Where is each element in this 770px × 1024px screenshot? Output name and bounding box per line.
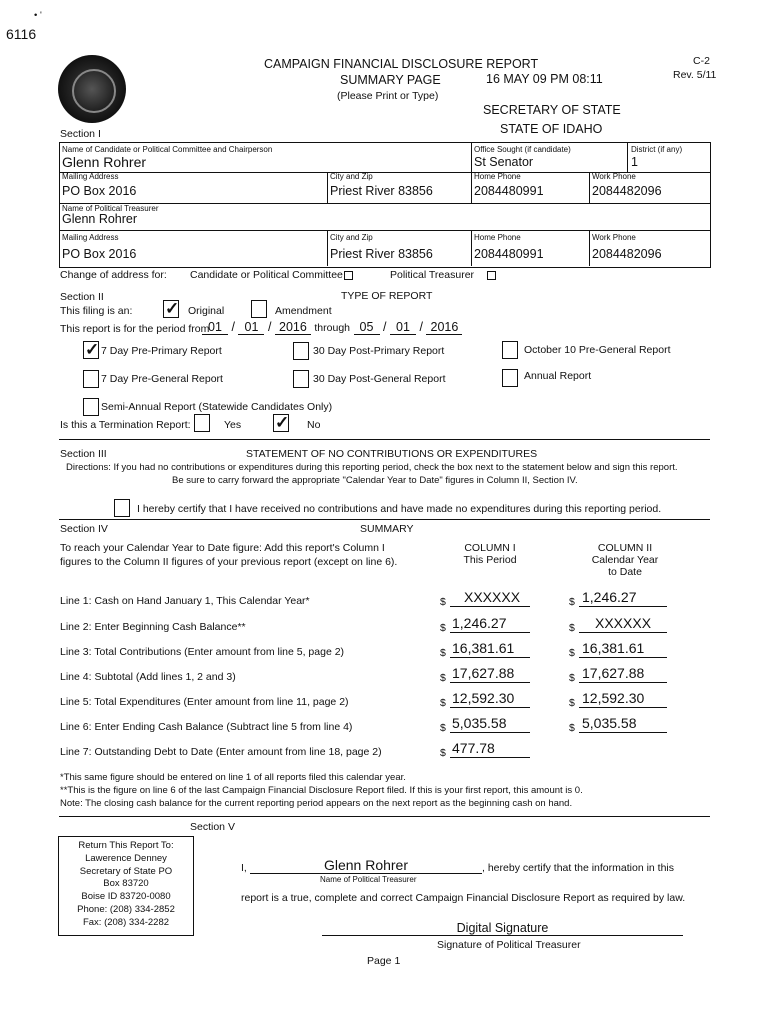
work-phone-label: Work Phone: [592, 172, 636, 181]
dollar-sign: $: [569, 672, 575, 684]
home-phone-value: 2084480991: [474, 184, 544, 198]
period-dates: [202, 320, 462, 335]
mailing-address-label: Mailing Address: [62, 172, 119, 181]
change-treasurer-label: Political Treasurer: [390, 269, 475, 281]
dollar-sign: $: [440, 672, 446, 684]
to-day: 01: [390, 320, 416, 335]
no-contributions-checkbox[interactable]: [114, 499, 130, 517]
post-primary-30day-label: 30 Day Post-Primary Report: [313, 345, 445, 357]
certify-tail: , hereby certify that the information in this: [482, 862, 675, 874]
from-day: 01: [238, 320, 264, 335]
dollar-sign: $: [440, 647, 446, 659]
footnote3: Note: The closing cash balance for the current reporting period appears on the next report as the beginning cash on hand.: [60, 798, 573, 809]
work-phone-value: 2084482096: [592, 184, 662, 198]
summary-line-label: Line 1: Cash on Hand January 1, This Calendar Year*: [60, 595, 310, 607]
summary-line-label: Line 4: Subtotal (Add lines 1, 2 and 3): [60, 671, 236, 683]
pre-general-7day-label: 7 Day Pre-General Report: [101, 373, 223, 385]
treasurer-mailing-label: Mailing Address: [62, 233, 119, 242]
column2-value: 17,627.88: [579, 665, 667, 683]
section1-heading: Section I: [60, 128, 101, 140]
form-code: C-2: [693, 55, 710, 67]
city-zip-label: City and Zip: [330, 172, 373, 181]
column1-title: COLUMN I: [464, 542, 516, 554]
digital-signature: Digital Signature: [322, 921, 683, 936]
summary-heading: SUMMARY: [360, 523, 414, 535]
from-year: 2016: [275, 320, 311, 335]
checkmark-icon: ✓: [275, 413, 290, 432]
column1-value: 12,592.30: [450, 690, 530, 708]
candidate-name-value: Glenn Rohrer: [62, 154, 147, 170]
column1-subtitle: This Period: [463, 554, 517, 566]
treasurer-name-label: Name of Political Treasurer: [62, 204, 159, 213]
candidate-name-label: Name of Candidate or Political Committee and Chairperson: [62, 145, 273, 154]
column1-value: 1,246.27: [450, 615, 530, 633]
return-address-line: Box 83720: [103, 878, 149, 890]
column2-value: 1,246.27: [579, 589, 667, 607]
section5-heading: Section V: [190, 821, 235, 833]
dollar-sign: $: [440, 622, 446, 634]
summary-line-label: Line 5: Total Expenditures (Enter amount from line 11, page 2): [60, 696, 349, 708]
return-address-box: [58, 836, 194, 936]
treasurer-work-label: Work Phone: [592, 233, 636, 242]
return-address-line: Secretary of State PO: [79, 865, 173, 877]
original-label: Original: [188, 305, 225, 317]
footnote1: *This same figure should be entered on line 1 of all reports filed this calendar year.: [60, 772, 406, 783]
checkmark-icon: ✓: [85, 340, 100, 359]
type-of-report-heading: TYPE OF REPORT: [341, 290, 433, 302]
summary-line-label: Line 7: Outstanding Debt to Date (Enter amount from line 18, page 2): [60, 746, 382, 758]
office-sought-value: St Senator: [474, 155, 534, 169]
dollar-sign: $: [569, 596, 575, 608]
state-seal-icon: [58, 55, 126, 123]
treasurer-name-value: Glenn Rohrer: [62, 212, 138, 226]
to-year: 2016: [426, 320, 462, 335]
column2-value: 5,035.58: [579, 715, 667, 733]
amendment-label: Amendment: [275, 305, 332, 317]
column2-value: 16,381.61: [579, 640, 667, 658]
return-address-line: Lawerence Denney: [85, 852, 167, 864]
amendment-checkbox[interactable]: [251, 300, 267, 318]
directions-line1: Directions: If you had no contributions or expenditures during this reporting period, check the box next to the statement below and sign this report.: [66, 462, 678, 473]
column1-header: [450, 542, 530, 566]
pre-primary-7day-label: 7 Day Pre-Primary Report: [101, 345, 222, 357]
termination-label: Is this a Termination Report:: [60, 419, 191, 431]
treasurer-city-value: Priest River 83856: [330, 247, 433, 261]
return-address-line: Boise ID 83720-0080: [81, 891, 171, 903]
slash: /: [267, 320, 272, 334]
form-revision: Rev. 5/11: [673, 69, 717, 81]
mailing-address-value: PO Box 2016: [62, 184, 137, 198]
termination-yes-label: Yes: [224, 419, 242, 431]
dollar-sign: $: [440, 596, 446, 608]
treasurer-work-value: 2084482096: [592, 247, 662, 261]
form-title: CAMPAIGN FINANCIAL DISCLOSURE REPORT: [264, 57, 539, 71]
district-value: 1: [631, 155, 638, 169]
semi-annual-checkbox[interactable]: [83, 398, 99, 416]
column2-subtitle2: to Date: [608, 566, 642, 578]
filing-label: This filing is an:: [60, 305, 133, 317]
no-contributions-certify: I hereby certify that I have received no contributions and have made no expenditures during this reporting period.: [137, 503, 662, 515]
dollar-sign: $: [569, 722, 575, 734]
signer-name-caption: Name of Political Treasurer: [320, 875, 417, 884]
section-divider: [59, 439, 710, 440]
received-stamp: 16 MAY 09 PM 08:11: [486, 72, 603, 86]
slash: /: [382, 320, 387, 334]
treasurer-home-value: 2084480991: [474, 247, 544, 261]
october10-checkbox[interactable]: [502, 341, 518, 359]
dollar-sign: $: [440, 747, 446, 759]
office-sought-label: Office Sought (if candidate): [474, 145, 571, 154]
city-zip-value: Priest River 83856: [330, 184, 433, 198]
termination-no-checkbox[interactable]: [273, 414, 289, 432]
original-checkbox[interactable]: [163, 300, 179, 318]
report-true-statement: report is a true, complete and correct Campaign Financial Disclosure Report as required by law.: [241, 892, 686, 904]
from-month: 01: [202, 320, 228, 335]
to-month: 05: [354, 320, 380, 335]
dollar-sign: $: [440, 722, 446, 734]
signer-name: Glenn Rohrer: [250, 857, 482, 874]
termination-no-label: No: [307, 419, 321, 431]
dollar-sign: $: [569, 647, 575, 659]
column2-value: XXXXXX: [579, 615, 667, 633]
column2-value: 12,592.30: [579, 690, 667, 708]
summary-line-label: Line 2: Enter Beginning Cash Balance**: [60, 621, 246, 633]
return-address-line: Fax: (208) 334-2282: [82, 916, 170, 928]
treasurer-city-label: City and Zip: [330, 233, 373, 242]
annual-checkbox[interactable]: [502, 369, 518, 387]
through-label: through: [314, 322, 351, 334]
column1-value: XXXXXX: [450, 589, 530, 607]
column2-subtitle: Calendar Year: [591, 554, 659, 566]
annual-label: Annual Report: [524, 370, 592, 382]
return-address-line: Phone: (208) 334-2852: [77, 903, 175, 915]
post-general-30day-label: 30 Day Post-General Report: [313, 373, 446, 385]
document-number: 6116: [6, 26, 37, 42]
pre-primary-7day-checkbox[interactable]: [83, 341, 99, 359]
form-subtitle: SUMMARY PAGE: [340, 73, 441, 87]
column1-value: 477.78: [450, 740, 530, 758]
summary-line-label: Line 6: Enter Ending Cash Balance (Subtract line 5 from line 4): [60, 721, 353, 733]
section4-heading: Section IV: [60, 523, 108, 535]
column2-header: [580, 542, 670, 578]
change-candidate-label: Candidate or Political Committee: [190, 269, 343, 281]
summary-intro1: To reach your Calendar Year to Date figure: Add this report's Column I: [60, 542, 385, 554]
summary-intro2: figures to the Column II figures of your previous report (except on line 6).: [60, 556, 398, 568]
column1-value: 5,035.58: [450, 715, 530, 733]
page-number: Page 1: [367, 955, 401, 967]
print-note: (Please Print or Type): [337, 90, 439, 102]
post-general-30day-checkbox[interactable]: [293, 370, 309, 388]
column1-value: 17,627.88: [450, 665, 530, 683]
certify-i-label: I,: [241, 862, 247, 874]
post-primary-30day-checkbox[interactable]: [293, 342, 309, 360]
section2-heading: Section II: [60, 291, 104, 303]
footnote2: **This is the figure on line 6 of the last Campaign Financial Disclosure Report filed. If this is your first report, this amount is 0.: [60, 785, 583, 796]
section-divider: [59, 816, 710, 817]
scan-mark: • ': [34, 10, 42, 21]
pre-general-7day-checkbox[interactable]: [83, 370, 99, 388]
column2-title: COLUMN II: [597, 542, 653, 554]
agency-line1: SECRETARY OF STATE: [483, 103, 621, 117]
treasurer-home-label: Home Phone: [474, 233, 521, 242]
no-contributions-heading: STATEMENT OF NO CONTRIBUTIONS OR EXPENDITURES: [246, 448, 538, 460]
semi-annual-label: Semi-Annual Report (Statewide Candidates Only): [101, 401, 333, 413]
district-label: District (if any): [631, 145, 683, 154]
directions-line2: Be sure to carry forward the appropriate "Calendar Year to Date" figures in Column II, Section IV.: [172, 475, 578, 486]
change-candidate-checkbox[interactable]: [344, 271, 353, 280]
period-label: This report is for the period from: [60, 323, 210, 335]
column1-value: 16,381.61: [450, 640, 530, 658]
section3-heading: Section III: [60, 448, 107, 460]
change-treasurer-checkbox[interactable]: [487, 271, 496, 280]
slash: /: [231, 320, 235, 334]
dollar-sign: $: [569, 622, 575, 634]
return-address-line: Return This Report To:: [78, 840, 174, 851]
slash: /: [419, 320, 423, 334]
termination-yes-checkbox[interactable]: [194, 414, 210, 432]
change-address-label: Change of address for:: [60, 269, 167, 281]
home-phone-label: Home Phone: [474, 172, 521, 181]
signature-caption: Signature of Political Treasurer: [437, 939, 581, 951]
dollar-sign: $: [440, 697, 446, 709]
treasurer-mailing-value: PO Box 2016: [62, 247, 137, 261]
checkmark-icon: ✓: [165, 299, 180, 318]
section-divider: [59, 519, 710, 520]
summary-line-label: Line 3: Total Contributions (Enter amount from line 5, page 2): [60, 646, 345, 658]
october10-label: October 10 Pre-General Report: [524, 344, 671, 356]
dollar-sign: $: [569, 697, 575, 709]
agency-line2: STATE OF IDAHO: [500, 122, 603, 136]
